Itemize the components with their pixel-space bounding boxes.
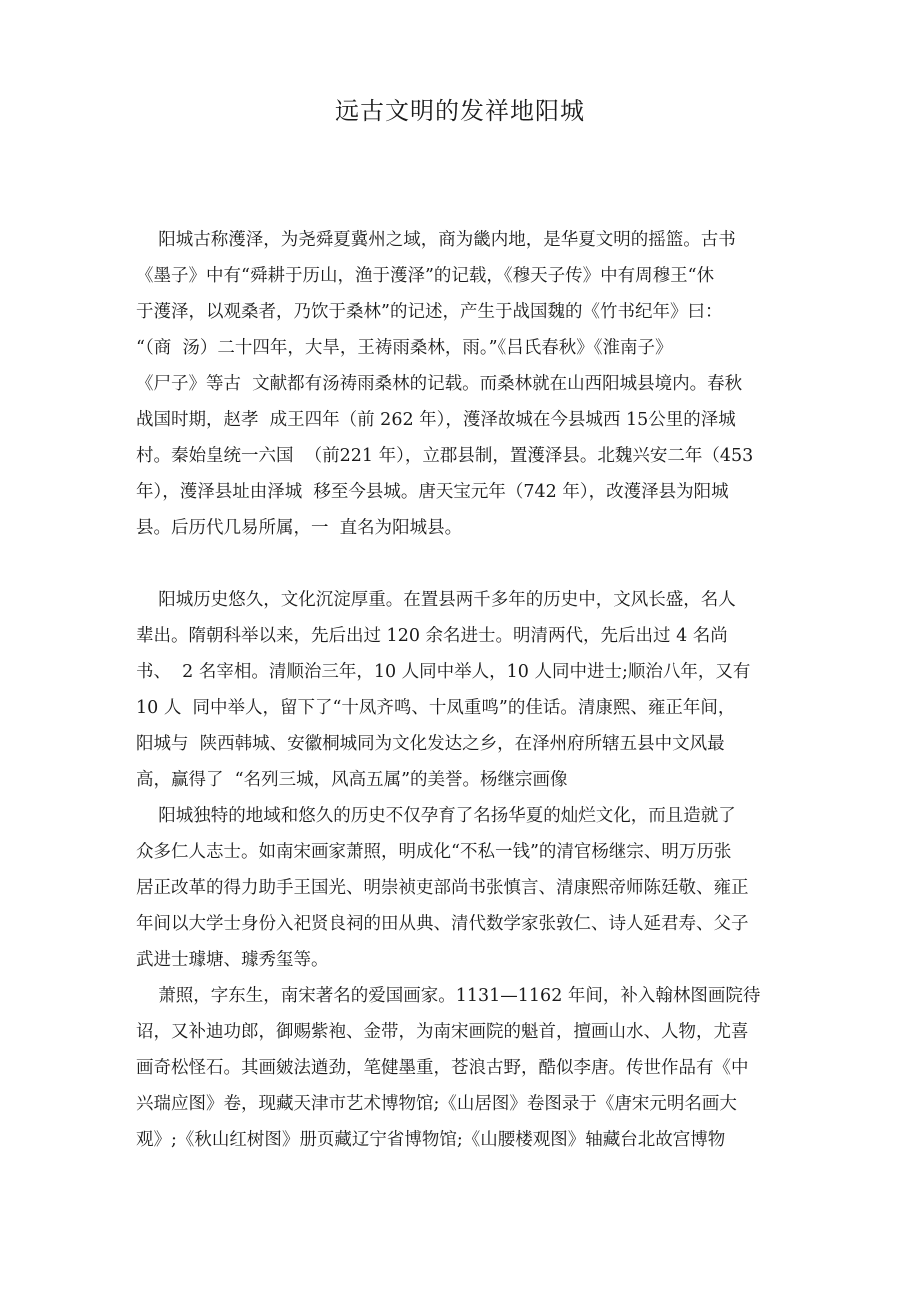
paragraph-1 xyxy=(136,222,782,546)
document-body xyxy=(136,222,782,1158)
paragraph-3 xyxy=(136,798,782,978)
text-line: 《墨子》中有“舜耕于历山，渔于濩泽”的记载，《穆天子传》中有周穆王“休 xyxy=(136,266,715,286)
paragraph-gap xyxy=(136,546,782,582)
paragraph-2 xyxy=(136,582,782,798)
text-line: 萧照，字东生，南宋著名的爱国画家。1131—1162 年间，补入翰林图画院待 xyxy=(136,986,761,1006)
text-line: 《尸子》等古 文献都有汤祷雨桑林的记载。而桑林就在山西阳城县境内。春秋 xyxy=(136,374,743,394)
text-line: 于濩泽，以观桑者，乃饮于桑林”的记述，产生于战国魏的《竹书纪年》曰： xyxy=(136,302,723,322)
paragraph-4 xyxy=(136,978,782,1158)
text-line: 众多仁人志士。如南宋画家萧照，明成化“不私一钱”的清官杨继宗、明万历张 xyxy=(136,842,732,862)
text-line: 县。后历代几易所属，一 直名为阳城县。 xyxy=(136,518,463,538)
text-line: 画奇松怪石。其画皴法遒劲，笔健墨重，苍浪古野，酷似李唐。传世作品有《中 xyxy=(136,1058,749,1078)
text-line: 书、 2 名宰相。清顺治三年，10 人同中举人，10 人同中进士;顺治八年，又有 xyxy=(136,662,751,682)
text-line: 高，赢得了 “名列三城，风高五属”的美誉。杨继宗画像 xyxy=(136,770,568,790)
text-line: 诏，又补迪功郎，御赐紫袍、金带，为南宋画院的魁首，擅画山水、人物，尤喜 xyxy=(136,1022,749,1042)
text-line: 阳城古称濩泽，为尧舜夏冀州之域，商为畿内地，是华夏文明的摇篮。古书 xyxy=(136,230,736,250)
text-line: 10 人 同中举人，留下了“十凤齐鸣、十凤重鸣”的佳话。清康熙、雍正年间， xyxy=(136,698,736,718)
text-line: 居正改革的得力助手王国光、明崇祯吏部尚书张慎言、清康熙帝师陈廷敬、雍正 xyxy=(136,878,749,898)
text-line: 年间以大学士身份入祀贤良祠的田从典、清代数学家张敦仁、诗人延君寿、父子 xyxy=(136,914,749,934)
text-line: 辈出。隋朝科举以来，先后出过 120 余名进士。明清两代，先后出过 4 名尚 xyxy=(136,626,728,646)
text-line: 兴瑞应图》卷，现藏天津市艺术博物馆;《山居图》卷图录于《唐宋元明名画大 xyxy=(136,1094,737,1114)
text-line: 村。秦始皇统一六国 （前221 年），立郡县制，置濩泽县。北魏兴安二年（453 xyxy=(136,446,754,466)
text-line: 阳城历史悠久，文化沉淀厚重。在置县两千多年的历史中，文风长盛，名人 xyxy=(136,590,736,610)
text-line: 观》;《秋山红树图》册页藏辽宁省博物馆;《山腰楼观图》轴藏台北故宫博物 xyxy=(136,1130,726,1150)
text-line: 阳城独特的地域和悠久的历史不仅孕育了名扬华夏的灿烂文化，而且造就了 xyxy=(136,806,736,826)
text-line: 战国时期，赵孝 成王四年（前 262 年），濩泽故城在今县城西 15公里的泽城 xyxy=(136,410,736,430)
text-line: “（商 汤）二十四年，大旱，王祷雨桑林，雨。”《吕氏春秋》《淮南子》 xyxy=(136,338,673,358)
document-title: 远古文明的发祥地阳城 xyxy=(335,97,585,125)
text-line: 武进士璩塘、璩秀玺等。 xyxy=(136,950,329,970)
text-line: 阳城与 陕西韩城、安徽桐城同为文化发达之乡，在泽州府所辖五县中文风最 xyxy=(136,734,725,754)
text-line: 年），濩泽县址由泽城 移至今县城。唐天宝元年（742 年），改濩泽县为阳城 xyxy=(136,482,729,502)
